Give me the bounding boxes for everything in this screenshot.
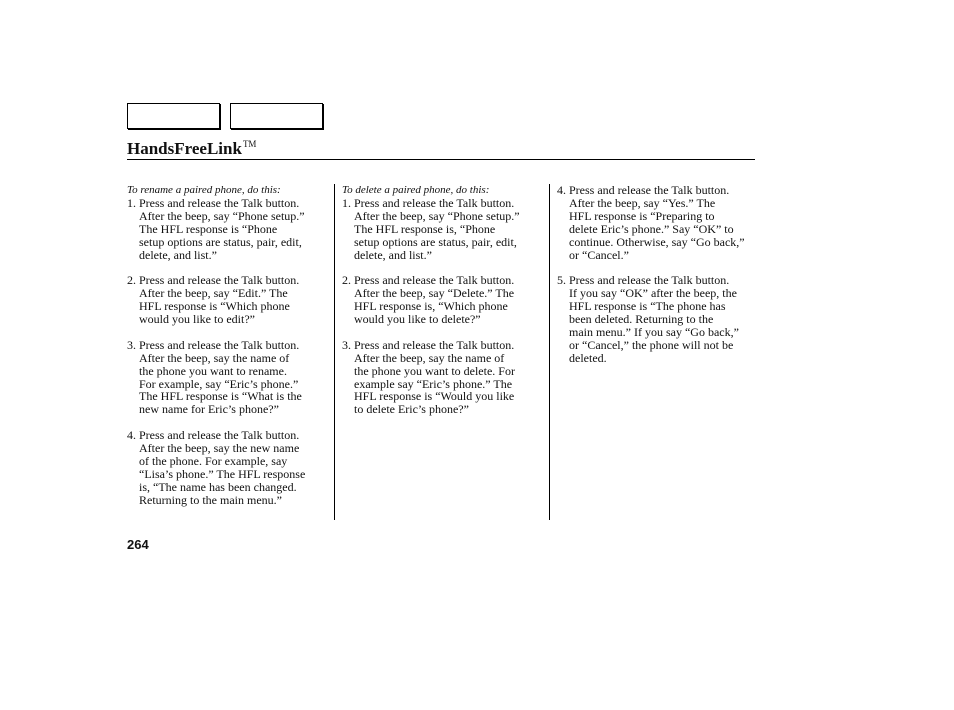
step-line: After the beep, say the name of xyxy=(354,350,505,365)
step-list xyxy=(557,184,767,365)
step-line: The HFL response is, “Phone xyxy=(354,221,496,236)
instruction-step xyxy=(557,184,767,261)
instruction-step xyxy=(127,274,327,326)
step-line: main menu.” If you say “Go back,” xyxy=(569,324,739,339)
step-line: After the beep, say the new name xyxy=(139,441,300,456)
step-line: setup options are status, pair, edit, xyxy=(139,234,302,249)
page-title-text: HandsFreeLink xyxy=(127,139,242,158)
step-line: continue. Otherwise, say “Go back,” xyxy=(569,234,745,249)
step-line: The HFL response is “What is the xyxy=(139,389,302,404)
step-line: delete, and list.” xyxy=(354,247,432,262)
step-line: new name for Eric’s phone?” xyxy=(139,402,279,417)
step-line: If you say “OK” after the beep, the xyxy=(569,286,737,301)
step-line: HFL response is “Preparing to xyxy=(569,208,715,223)
step-line: 1. Press and release the Talk button. xyxy=(342,195,515,210)
step-line: would you like to delete?” xyxy=(354,312,481,327)
step-line: 4. Press and release the Talk button. xyxy=(557,183,730,197)
step-line: 2. Press and release the Talk button. xyxy=(127,273,300,288)
step-line: After the beep, say “Phone setup.” xyxy=(354,208,520,223)
column-divider-1 xyxy=(334,184,335,520)
step-line: 3. Press and release the Talk button. xyxy=(127,337,300,352)
step-line: After the beep, say “Edit.” The xyxy=(139,286,288,301)
step-line: the phone you want to delete. For xyxy=(354,363,515,378)
step-line: The HFL response is “Phone xyxy=(139,221,278,236)
trademark-mark: TM xyxy=(242,139,257,149)
instruction-step xyxy=(557,274,767,364)
step-list xyxy=(342,197,542,416)
step-line: 5. Press and release the Talk button. xyxy=(557,273,730,288)
column-intro: To delete a paired phone, do this: xyxy=(342,184,490,196)
step-line: After the beep, say “Delete.” The xyxy=(354,286,515,301)
step-line: For example, say “Eric’s phone.” xyxy=(139,376,299,391)
step-line: delete, and list.” xyxy=(139,247,217,262)
step-line: HFL response is “Which phone xyxy=(139,299,290,314)
step-line: deleted. xyxy=(569,350,607,365)
step-line: HFL response is “Would you like xyxy=(354,389,515,404)
column-delete-continued xyxy=(557,184,767,378)
step-line: example say “Eric’s phone.” The xyxy=(354,376,513,391)
instruction-step xyxy=(127,429,327,506)
section-tab-2 xyxy=(230,103,323,129)
instruction-step xyxy=(127,339,327,416)
page-title xyxy=(127,134,256,159)
instruction-step xyxy=(342,197,542,262)
step-line: been deleted. Returning to the xyxy=(569,312,714,327)
step-line: or “Cancel.” xyxy=(569,247,629,262)
step-line: delete Eric’s phone.” Say “OK” to xyxy=(569,221,734,236)
step-line: After the beep, say “Yes.” The xyxy=(569,195,716,210)
step-line: to delete Eric’s phone?” xyxy=(354,402,469,417)
step-line: 4. Press and release the Talk button. xyxy=(127,428,300,443)
column-divider-2 xyxy=(549,184,550,520)
instruction-step xyxy=(342,339,542,416)
step-line: HFL response is “The phone has xyxy=(569,299,726,314)
instruction-step xyxy=(127,197,327,262)
step-line: After the beep, say “Phone setup.” xyxy=(139,208,305,223)
step-list xyxy=(127,197,327,507)
step-line: setup options are status, pair, edit, xyxy=(354,234,517,249)
step-line: HFL response is, “Which phone xyxy=(354,299,508,314)
step-line: the phone you want to rename. xyxy=(139,363,287,378)
step-line: After the beep, say the name of xyxy=(139,350,290,365)
step-line: Returning to the main menu.” xyxy=(139,492,282,507)
column-rename xyxy=(127,184,327,520)
step-line: 3. Press and release the Talk button. xyxy=(342,337,515,352)
step-line: or “Cancel,” the phone will not be xyxy=(569,337,734,352)
step-line: 1. Press and release the Talk button. xyxy=(127,195,300,210)
section-tab-1 xyxy=(127,103,220,129)
step-line: is, “The name has been changed. xyxy=(139,479,297,494)
column-intro: To rename a paired phone, do this: xyxy=(127,184,281,196)
header-rule xyxy=(127,159,755,160)
step-line: “Lisa’s phone.” The HFL response xyxy=(139,466,306,481)
instruction-step xyxy=(342,274,542,326)
step-line: 2. Press and release the Talk button. xyxy=(342,273,515,288)
column-delete xyxy=(342,184,542,429)
step-line: of the phone. For example, say xyxy=(139,453,288,468)
page-number: 264 xyxy=(127,537,149,552)
step-line: would you like to edit?” xyxy=(139,312,255,327)
